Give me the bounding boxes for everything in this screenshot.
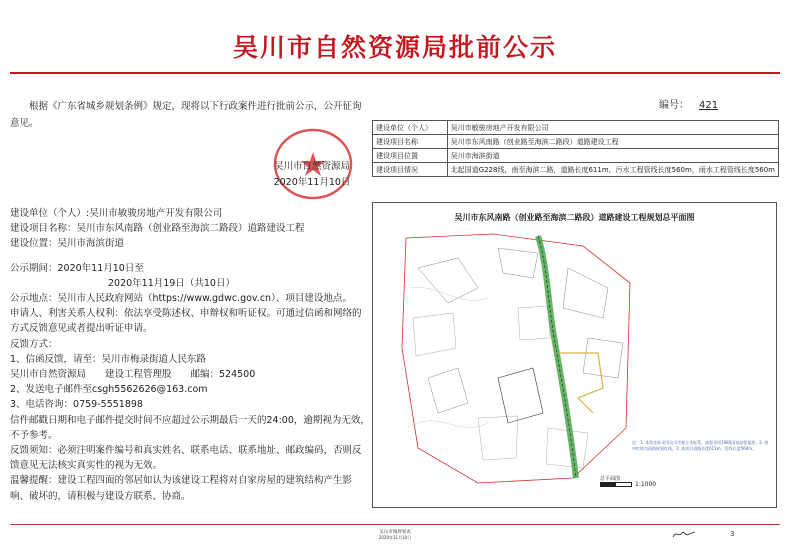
project-line: 建设项目名称：吴川市东风南路（创业路至海滨二路段）道路建设工程	[10, 223, 305, 235]
footer-date: 2020年11月10日	[378, 535, 412, 540]
building-cluster	[418, 248, 623, 413]
handwritten-signature	[672, 528, 696, 540]
plot-boundary	[498, 368, 543, 423]
table-row	[373, 163, 779, 177]
seal-date: 2020年11月10日	[273, 177, 351, 188]
feedback-email: 2、发送电子邮件至csgh5562626@163.com	[10, 384, 208, 396]
scale-bar	[600, 481, 656, 488]
site-plan-drawing	[398, 228, 638, 490]
doc-number-value: 421	[699, 100, 719, 111]
scale-bar-graphic	[600, 482, 632, 487]
deadline-line: 信件邮戳日期和电子邮件提交时间不应超过公示期最后一天的24:00，逾期视为无效，不予参考。	[10, 414, 370, 441]
site-boundary	[402, 234, 630, 483]
table-key: 建设项目位置	[373, 149, 448, 163]
period-line-2: 2020年11月19日（共10日）	[108, 277, 235, 289]
feedback-letter: 1、信函反馈，请至：吴川市梅录街道人民东路	[10, 353, 207, 365]
site-plan-title: 吴川市东风南路（创业路至海滨二路段）道路建设工程规划总平面图	[454, 213, 695, 222]
doc-number-label: 编号：	[659, 100, 689, 111]
place-line: 公示地点：吴川市人民政府网站（https://www.gdwc.gov.cn）、项目建设地点。	[10, 293, 352, 305]
title-divider	[10, 72, 780, 74]
page-title: 吴川市自然资源局批前公示	[232, 33, 557, 62]
location-line: 建设位置：吴川市海滨街道	[10, 238, 125, 250]
table-value: 北起国道G228线，南至海滨二路，道路长度611m，污水工程管线长度560m，雨水工程管线长度560m	[447, 163, 778, 177]
notice-body	[10, 206, 370, 504]
builder-line: 建设单位（个人）:吴川市敏骏房地产开发有限公司	[10, 208, 223, 219]
note-line: 反馈须知：必须注明案件编号和真实姓名、联系电话、联系地址、邮政编码，否则反馈意见无法核实真实性的视为无效。	[10, 445, 362, 472]
footer-mark: 3	[730, 530, 735, 538]
rights-line: 申请人、利害关系人权利：依法享受陈述权、申辩权和听证权。可通过信函和网络的方式反馈意见或者提出听证申请。	[10, 308, 362, 335]
scale-value: 1:1000	[635, 481, 657, 488]
tip-line: 温馨提醒：建设工程四面的邻居如认为该建设工程将对自家房屋的建筑结构产生影响、破坏的，请积极与建设方联系、协商。	[10, 475, 353, 502]
table-row	[373, 121, 779, 135]
table-key: 建设项目名称	[373, 135, 448, 149]
feedback-heading: 反馈方式：	[10, 338, 58, 350]
road-alignment	[538, 236, 576, 478]
table-row	[373, 135, 779, 149]
footer-divider	[10, 524, 780, 525]
intro-paragraph: 根据《广东省城乡规划条例》规定，现将以下行政案件进行批前公示，公开征询意见。	[10, 101, 362, 129]
seal-org-name: 吴川市自然资源局	[273, 161, 350, 172]
site-plan-legend: 注：1. 本图坐标采用吴川市独立坐标系，高程采用1985国家高程基准。2. 图中红线为道路规划红线。3. 本项目道路长度611m，管线长度560m。	[632, 440, 769, 451]
feedback-letter-address: 吴川市自然资源局 建设工程管理股 邮编：524500	[10, 369, 256, 381]
table-row	[373, 149, 779, 163]
footer-org: 吴川市城规划查	[379, 530, 411, 535]
doc-number	[659, 96, 728, 111]
project-info-table	[372, 120, 779, 177]
table-key: 建设项目情况	[373, 163, 448, 177]
official-seal-block	[258, 134, 366, 196]
table-value: 吴川市敏骏房地产开发有限公司	[447, 121, 778, 135]
table-value: 吴川市海滨街道	[447, 149, 778, 163]
scale-label: 总平面图	[600, 476, 621, 482]
period-line: 公示期间：2020年11月10日至	[10, 262, 144, 274]
table-key: 建设单位（个人）	[373, 121, 448, 135]
contour-lines	[408, 287, 488, 428]
table-value: 吴川市东风南路（创业路至海滨二路段）道路建设工程	[447, 135, 778, 149]
feedback-phone: 3、电话咨询：0759-5551898	[10, 399, 143, 411]
